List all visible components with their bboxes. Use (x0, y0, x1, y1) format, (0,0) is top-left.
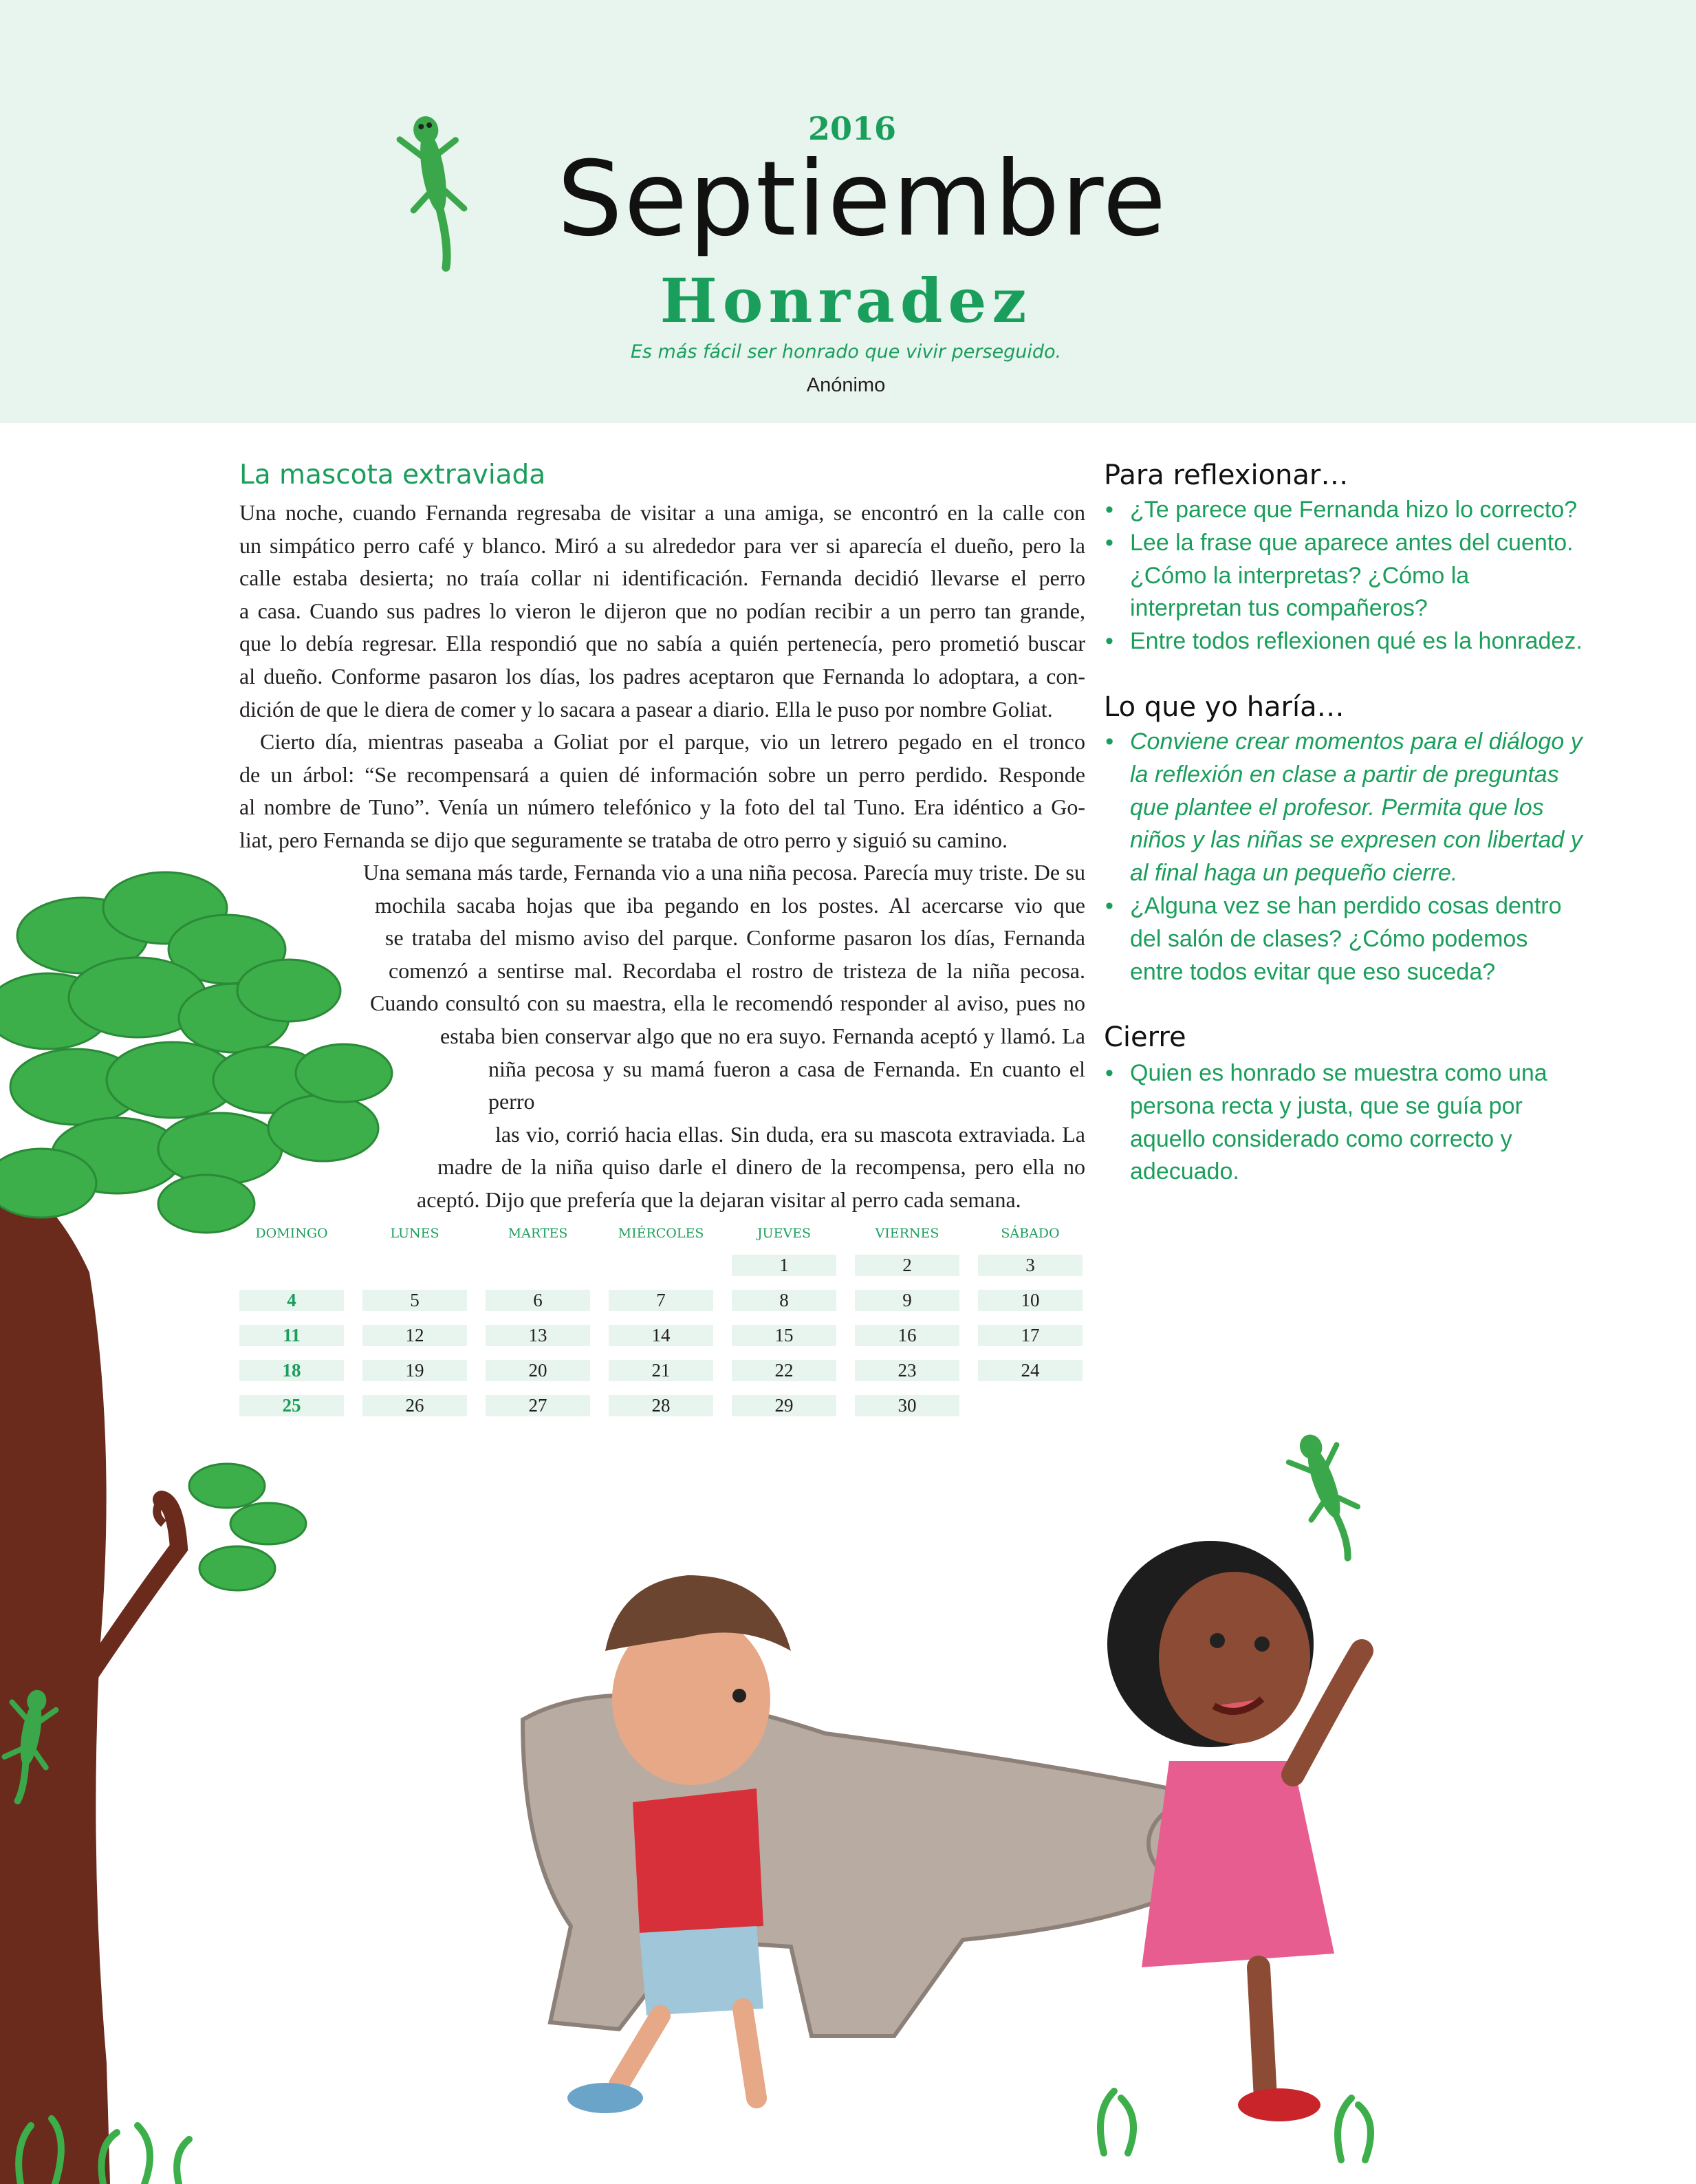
calendar-day: 4 (239, 1290, 344, 1311)
day-name: SÁBADO (1001, 1226, 1060, 1241)
calendar (239, 1220, 1085, 1416)
calendar-day: 1 (732, 1255, 836, 1276)
calendar-empty-cell (609, 1255, 713, 1276)
list-item: • Conviene crear momentos para el diálogo y la reflexión en clase a partir de preguntas que plantee el profesor. Permita que los niños y las niñas se expresen con libertad y al final haga un pequeño cierre. (1104, 726, 1585, 890)
day-name: DOMINGO (255, 1226, 328, 1241)
list-item: • Lee la frase que aparece antes del cuento. ¿Cómo la interpretas? ¿Cómo la interpretan tus compañeros? (1104, 527, 1585, 625)
list-item: • Entre todos reflexionen qué es la honradez. (1104, 625, 1585, 658)
calendar-day: 25 (239, 1395, 344, 1416)
would-do-list (1104, 726, 1585, 988)
calendar-day: 28 (609, 1395, 713, 1416)
calendar-day: 22 (732, 1360, 836, 1381)
calendar-day: 20 (486, 1360, 590, 1381)
calendar-header (239, 1220, 1085, 1246)
calendar-day: 7 (609, 1290, 713, 1311)
calendar-day: 17 (978, 1325, 1083, 1346)
calendar-day: 9 (855, 1290, 959, 1311)
calendar-empty-cell (362, 1255, 467, 1276)
calendar-day: 12 (362, 1325, 467, 1346)
girl (1107, 1541, 1362, 2121)
dog (523, 1695, 1286, 2036)
calendar-empty-cell (978, 1395, 1083, 1416)
quote: Es más fácil ser honrado que vivir perseguido. (630, 341, 1062, 363)
closing-heading: Cierre (1104, 1021, 1186, 1053)
calendar-day: 29 (732, 1395, 836, 1416)
calendar-day: 8 (732, 1290, 836, 1311)
story-paragraph-2: Cierto día, mientras paseaba a Goliat por el parque, vio un letrero pegado en el tronco de un árbol: “Se recompensará a quien dé información sobre un perro perdido. Responde al nombre de Tuno”. Venía un número telefónico y la foto del tal Tuno. Era idéntico a Go- liat, pero Fernanda se dijo que seguramente se trataba de otro perro y siguió su camino. (239, 729, 1085, 852)
calendar-empty-cell (239, 1255, 344, 1276)
calendar-grid (239, 1255, 1085, 1416)
calendar-day: 21 (609, 1360, 713, 1381)
calendar-day: 15 (732, 1325, 836, 1346)
year: 2016 (808, 110, 897, 147)
calendar-day: 24 (978, 1360, 1083, 1381)
calendar-day: 2 (855, 1255, 959, 1276)
day-name: LUNES (390, 1226, 439, 1241)
calendar-day: 26 (362, 1395, 467, 1416)
calendar-day: 3 (978, 1255, 1083, 1276)
day-name: MARTES (508, 1226, 568, 1241)
closing-list (1104, 1057, 1585, 1189)
reflect-list (1104, 494, 1585, 658)
day-name: JUEVES (757, 1226, 812, 1241)
lizard-icon (0, 1427, 1374, 1805)
story-paragraph-1: Una noche, cuando Fernanda regresaba de visitar a una amiga, se encontró en la calle con un simpático perro café y blanco. Miró a su alrededor para ver si aparecía el dueño, pero la calle estaba desierta; no traía collar ni identificación. Fernanda decidió llevarse el perro a casa. Cuando sus padres lo vieron le dijeron que no podían recibir a un perro tan grande, que lo debía regresar. Ella respondió que no sabía a quién pertenecía, pero prometió buscar al dueño. Conforme pasaron los días, los padres aceptaron que Fernanda lo adoptara, a con- dición de que le diera de comer y lo sacara a pasear a diario. Ella le puso por nombre Goliat. (239, 500, 1085, 722)
list-item: • ¿Te parece que Fernanda hizo lo correcto? (1104, 494, 1585, 527)
calendar-day: 5 (362, 1290, 467, 1311)
list-item: • Quien es honrado se muestra como una persona recta y justa, que se guía por aquello considerado como correcto y adecuado. (1104, 1057, 1585, 1189)
calendar-empty-cell (486, 1255, 590, 1276)
calendar-day: 19 (362, 1360, 467, 1381)
calendar-day: 13 (486, 1325, 590, 1346)
would-do-heading: Lo que yo haría… (1104, 691, 1345, 723)
calendar-day: 27 (486, 1395, 590, 1416)
boy (567, 1575, 791, 2113)
theme-title: Honradez (660, 265, 1032, 336)
month-title: Septiembre (557, 140, 1168, 259)
quote-author: Anónimo (806, 374, 886, 396)
calendar-day: 10 (978, 1290, 1083, 1311)
story-paragraph-3: Una semana más tarde, Fernanda vio a una niña pecosa. Parecía muy triste. De su mochila sacaba hojas que iba pegando en los postes. Al acercarse vio que se trataba del mismo aviso del parque. Conforme pasaron los días, Fernanda comenzó a sentirse mal. Recordaba el rostro de tristeza de la niña pecosa. Cuando consultó con su maestra, ella le recomendó responder al aviso, pues no estaba bien conservar algo que no era suyo. Fernanda aceptó y llamó. La niña pecosa y su mamá fueron a casa de Fernanda. En cuanto el perro las vio, corrió hacia ellas. Sin duda, era su mascota extraviada. La madre de la niña quiso darle el dinero de la recompensa, pero ella no aceptó. Dijo que prefería que la dejaran visitar al perro cada semana. (363, 860, 1085, 1212)
calendar-day: 18 (239, 1360, 344, 1381)
calendar-day: 23 (855, 1360, 959, 1381)
calendar-day: 14 (609, 1325, 713, 1346)
list-item: • ¿Alguna vez se han perdido cosas dentro del salón de clases? ¿Cómo podemos entre todos evitar que eso suceda? (1104, 890, 1585, 988)
day-name: MIÉRCOLES (618, 1226, 704, 1241)
calendar-day: 11 (239, 1325, 344, 1346)
calendar-day: 6 (486, 1290, 590, 1311)
reflect-heading: Para reflexionar… (1104, 459, 1349, 491)
calendar-day: 16 (855, 1325, 959, 1346)
calendar-day: 30 (855, 1395, 959, 1416)
story-title: La mascota extraviada (239, 459, 546, 490)
day-name: VIERNES (875, 1226, 939, 1241)
